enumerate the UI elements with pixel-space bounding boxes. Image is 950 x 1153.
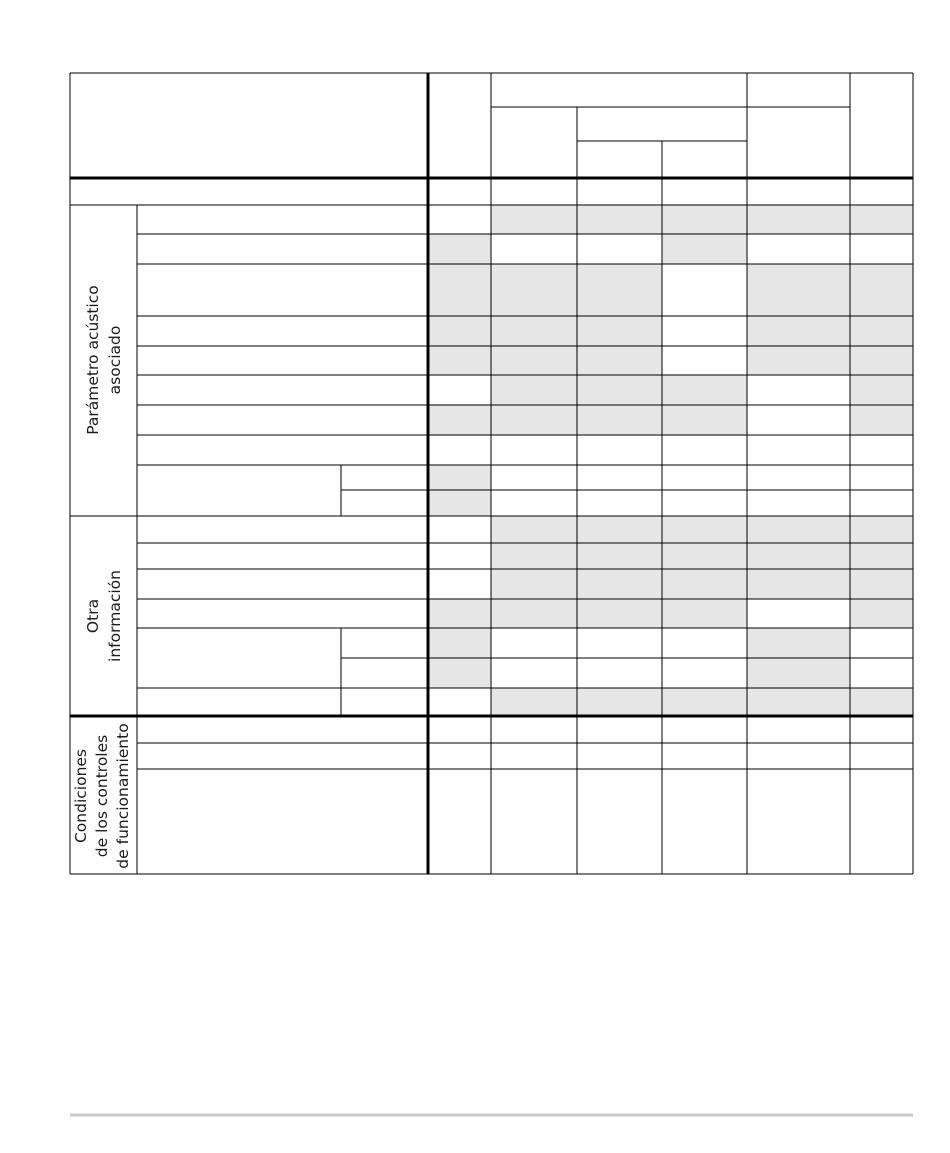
shaded-cell-o5a-c4 — [747, 628, 850, 658]
shaded-cell-o3-c1 — [491, 569, 577, 599]
shaded-cell-o6-c3 — [662, 688, 747, 716]
shaded-cell-p3-c1 — [491, 264, 577, 316]
shaded-cell-p6-c5 — [850, 375, 913, 405]
shaded-cell-o6-c2 — [577, 688, 662, 716]
shaded-cell-o1-c3 — [662, 516, 747, 543]
shaded-cell-p7-c5 — [850, 405, 913, 435]
shaded-cell-p6-c3 — [662, 375, 747, 405]
section-label-conditions-line3: de funcionamiento — [114, 723, 132, 869]
shaded-cell-p7-c0 — [428, 405, 491, 435]
shaded-cell-p1-c3 — [662, 205, 747, 234]
shaded-cell-p9a-c0 — [428, 465, 491, 490]
shaded-cell-p1-c4 — [747, 205, 850, 234]
shaded-cell-p9b-c0 — [428, 490, 491, 516]
shaded-cell-o1-c2 — [577, 516, 662, 543]
shaded-cell-o5a-c0 — [428, 628, 491, 658]
shaded-cell-o2-c4 — [747, 543, 850, 569]
shaded-cell-o2-c1 — [491, 543, 577, 569]
shaded-cell-p4-c2 — [577, 316, 662, 346]
shaded-cell-o1-c1 — [491, 516, 577, 543]
shaded-cell-p1-c5 — [850, 205, 913, 234]
shaded-cell-o3-c2 — [577, 569, 662, 599]
section-label-acoustic: Parámetro acústico — [84, 285, 102, 435]
shaded-cell-o6-c4 — [747, 688, 850, 716]
shaded-cell-o4-c5 — [850, 599, 913, 628]
shaded-cell-p5-c4 — [747, 346, 850, 375]
shaded-cell-o4-c2 — [577, 599, 662, 628]
shaded-cell-o4-c1 — [491, 599, 577, 628]
shaded-cell-p3-c0 — [428, 264, 491, 316]
shaded-cell-o6-c1 — [491, 688, 577, 716]
shaded-cell-p7-c3 — [662, 405, 747, 435]
shaded-cell-o2-c3 — [662, 543, 747, 569]
shaded-cell-p2-c0 — [428, 234, 491, 264]
shaded-cells — [428, 205, 913, 716]
shaded-cell-p1-c1 — [491, 205, 577, 234]
shaded-cell-p2-c3 — [662, 234, 747, 264]
shaded-cell-p4-c0 — [428, 316, 491, 346]
shaded-cell-o6-c5 — [850, 688, 913, 716]
section-label-other: Otra — [84, 598, 102, 634]
shaded-cell-p3-c4 — [747, 264, 850, 316]
shaded-cell-p7-c1 — [491, 405, 577, 435]
shaded-cell-o5b-c0 — [428, 658, 491, 688]
section-label-other-line2: información — [106, 570, 124, 662]
shaded-cell-o1-c5 — [850, 516, 913, 543]
shaded-cell-p3-c5 — [850, 264, 913, 316]
shaded-cell-o5b-c4 — [747, 658, 850, 688]
shaded-cell-p7-c2 — [577, 405, 662, 435]
shaded-cell-p4-c5 — [850, 316, 913, 346]
shaded-cell-p6-c1 — [491, 375, 577, 405]
shaded-cell-p1-c2 — [577, 205, 662, 234]
shaded-cell-p6-c2 — [577, 375, 662, 405]
shaded-cell-p4-c1 — [491, 316, 577, 346]
shaded-cell-p5-c2 — [577, 346, 662, 375]
shaded-cell-o3-c4 — [747, 569, 850, 599]
section-label-conditions-line2: de los controles — [93, 734, 111, 858]
shaded-cell-o2-c2 — [577, 543, 662, 569]
table-grid — [70, 73, 913, 874]
shaded-cell-o4-c3 — [662, 599, 747, 628]
shaded-cell-o2-c5 — [850, 543, 913, 569]
section-label-conditions: Condiciones — [72, 748, 90, 844]
shaded-cell-p5-c0 — [428, 346, 491, 375]
shaded-cell-p5-c1 — [491, 346, 577, 375]
shaded-cell-o3-c3 — [662, 569, 747, 599]
section-label-acoustic-line2: asociado — [106, 325, 124, 395]
shaded-cell-o3-c5 — [850, 569, 913, 599]
shaded-cell-o1-c4 — [747, 516, 850, 543]
shaded-cell-p5-c5 — [850, 346, 913, 375]
shaded-cell-o4-c0 — [428, 599, 491, 628]
shaded-cell-p4-c4 — [747, 316, 850, 346]
shaded-cell-p3-c2 — [577, 264, 662, 316]
